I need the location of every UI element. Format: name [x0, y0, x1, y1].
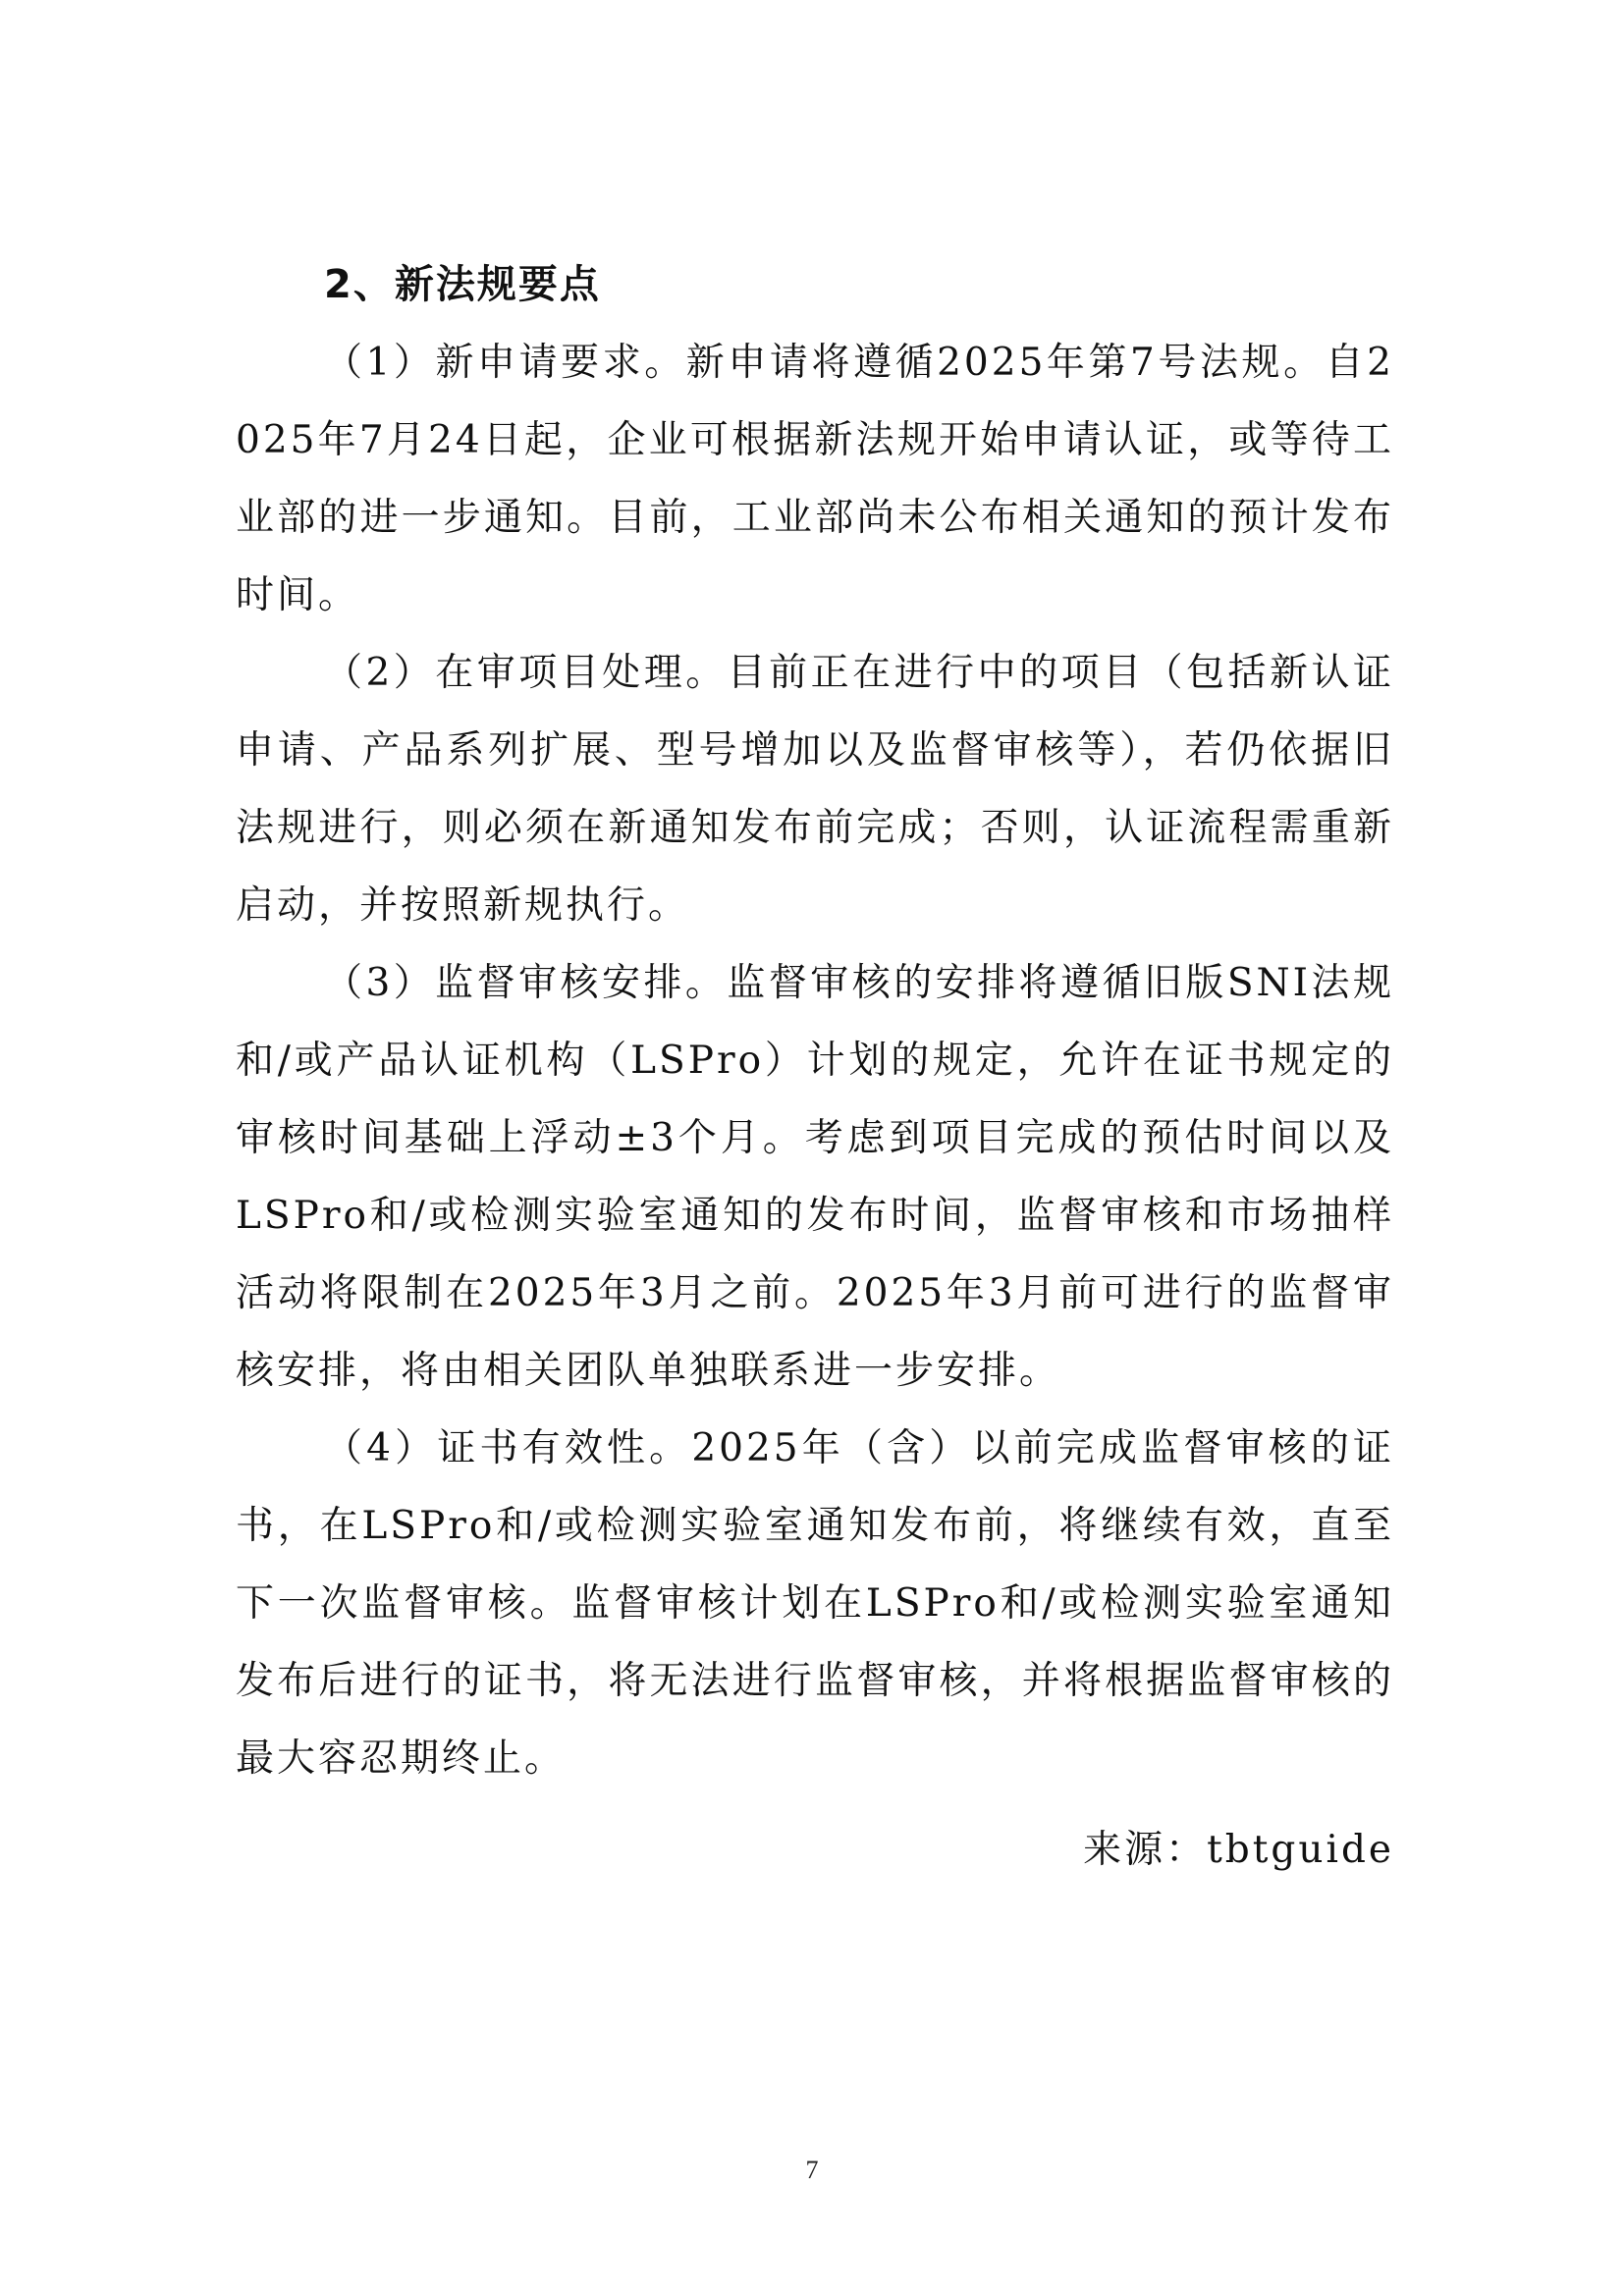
paragraph-new-application: （1）新申请要求。新申请将遵循2025年第7号法规。自2025年7月24日起，企业可根据新法规开始申请认证，或等待工业部的进一步通知。目前，工业部尚未公布相关通知的预计发布时间。	[236, 341, 1394, 617]
page-number: 7	[805, 2156, 819, 2184]
page-content	[236, 245, 1394, 1890]
paragraph-surveillance-audit: （3）监督审核安排。监督审核的安排将遵循旧版SNI法规和/或产品认证机构（LSPro）计划的规定，允许在证书规定的审核时间基础上浮动±3个月。考虑到项目完成的预估时间以及LSPro和/或检测实验室通知的发布时间，监督审核和市场抽样活动将限制在2025年3月之前。2025年3月前可进行的监督审核安排，将由相关团队单独联系进一步安排。	[236, 961, 1394, 1393]
section-heading: 2、新法规要点	[324, 262, 601, 307]
source-attribution: 来源：tbtguide	[1083, 1828, 1394, 1872]
paragraph-pending-projects: （2）在审项目处理。目前正在进行中的项目（包括新认证申请、产品系列扩展、型号增加以及监督审核等），若仍依据旧法规进行，则必须在新通知发布前完成；否则，认证流程需重新启动，并按照新规执行。	[236, 651, 1394, 928]
paragraph-certificate-validity: （4）证书有效性。2025年（含）以前完成监督审核的证书，在LSPro和/或检测实验室通知发布前，将继续有效，直至下一次监督审核。监督审核计划在LSPro和/或检测实验室通知发布后进行的证书，将无法进行监督审核，并将根据监督审核的最大容忍期终止。	[236, 1426, 1394, 1781]
